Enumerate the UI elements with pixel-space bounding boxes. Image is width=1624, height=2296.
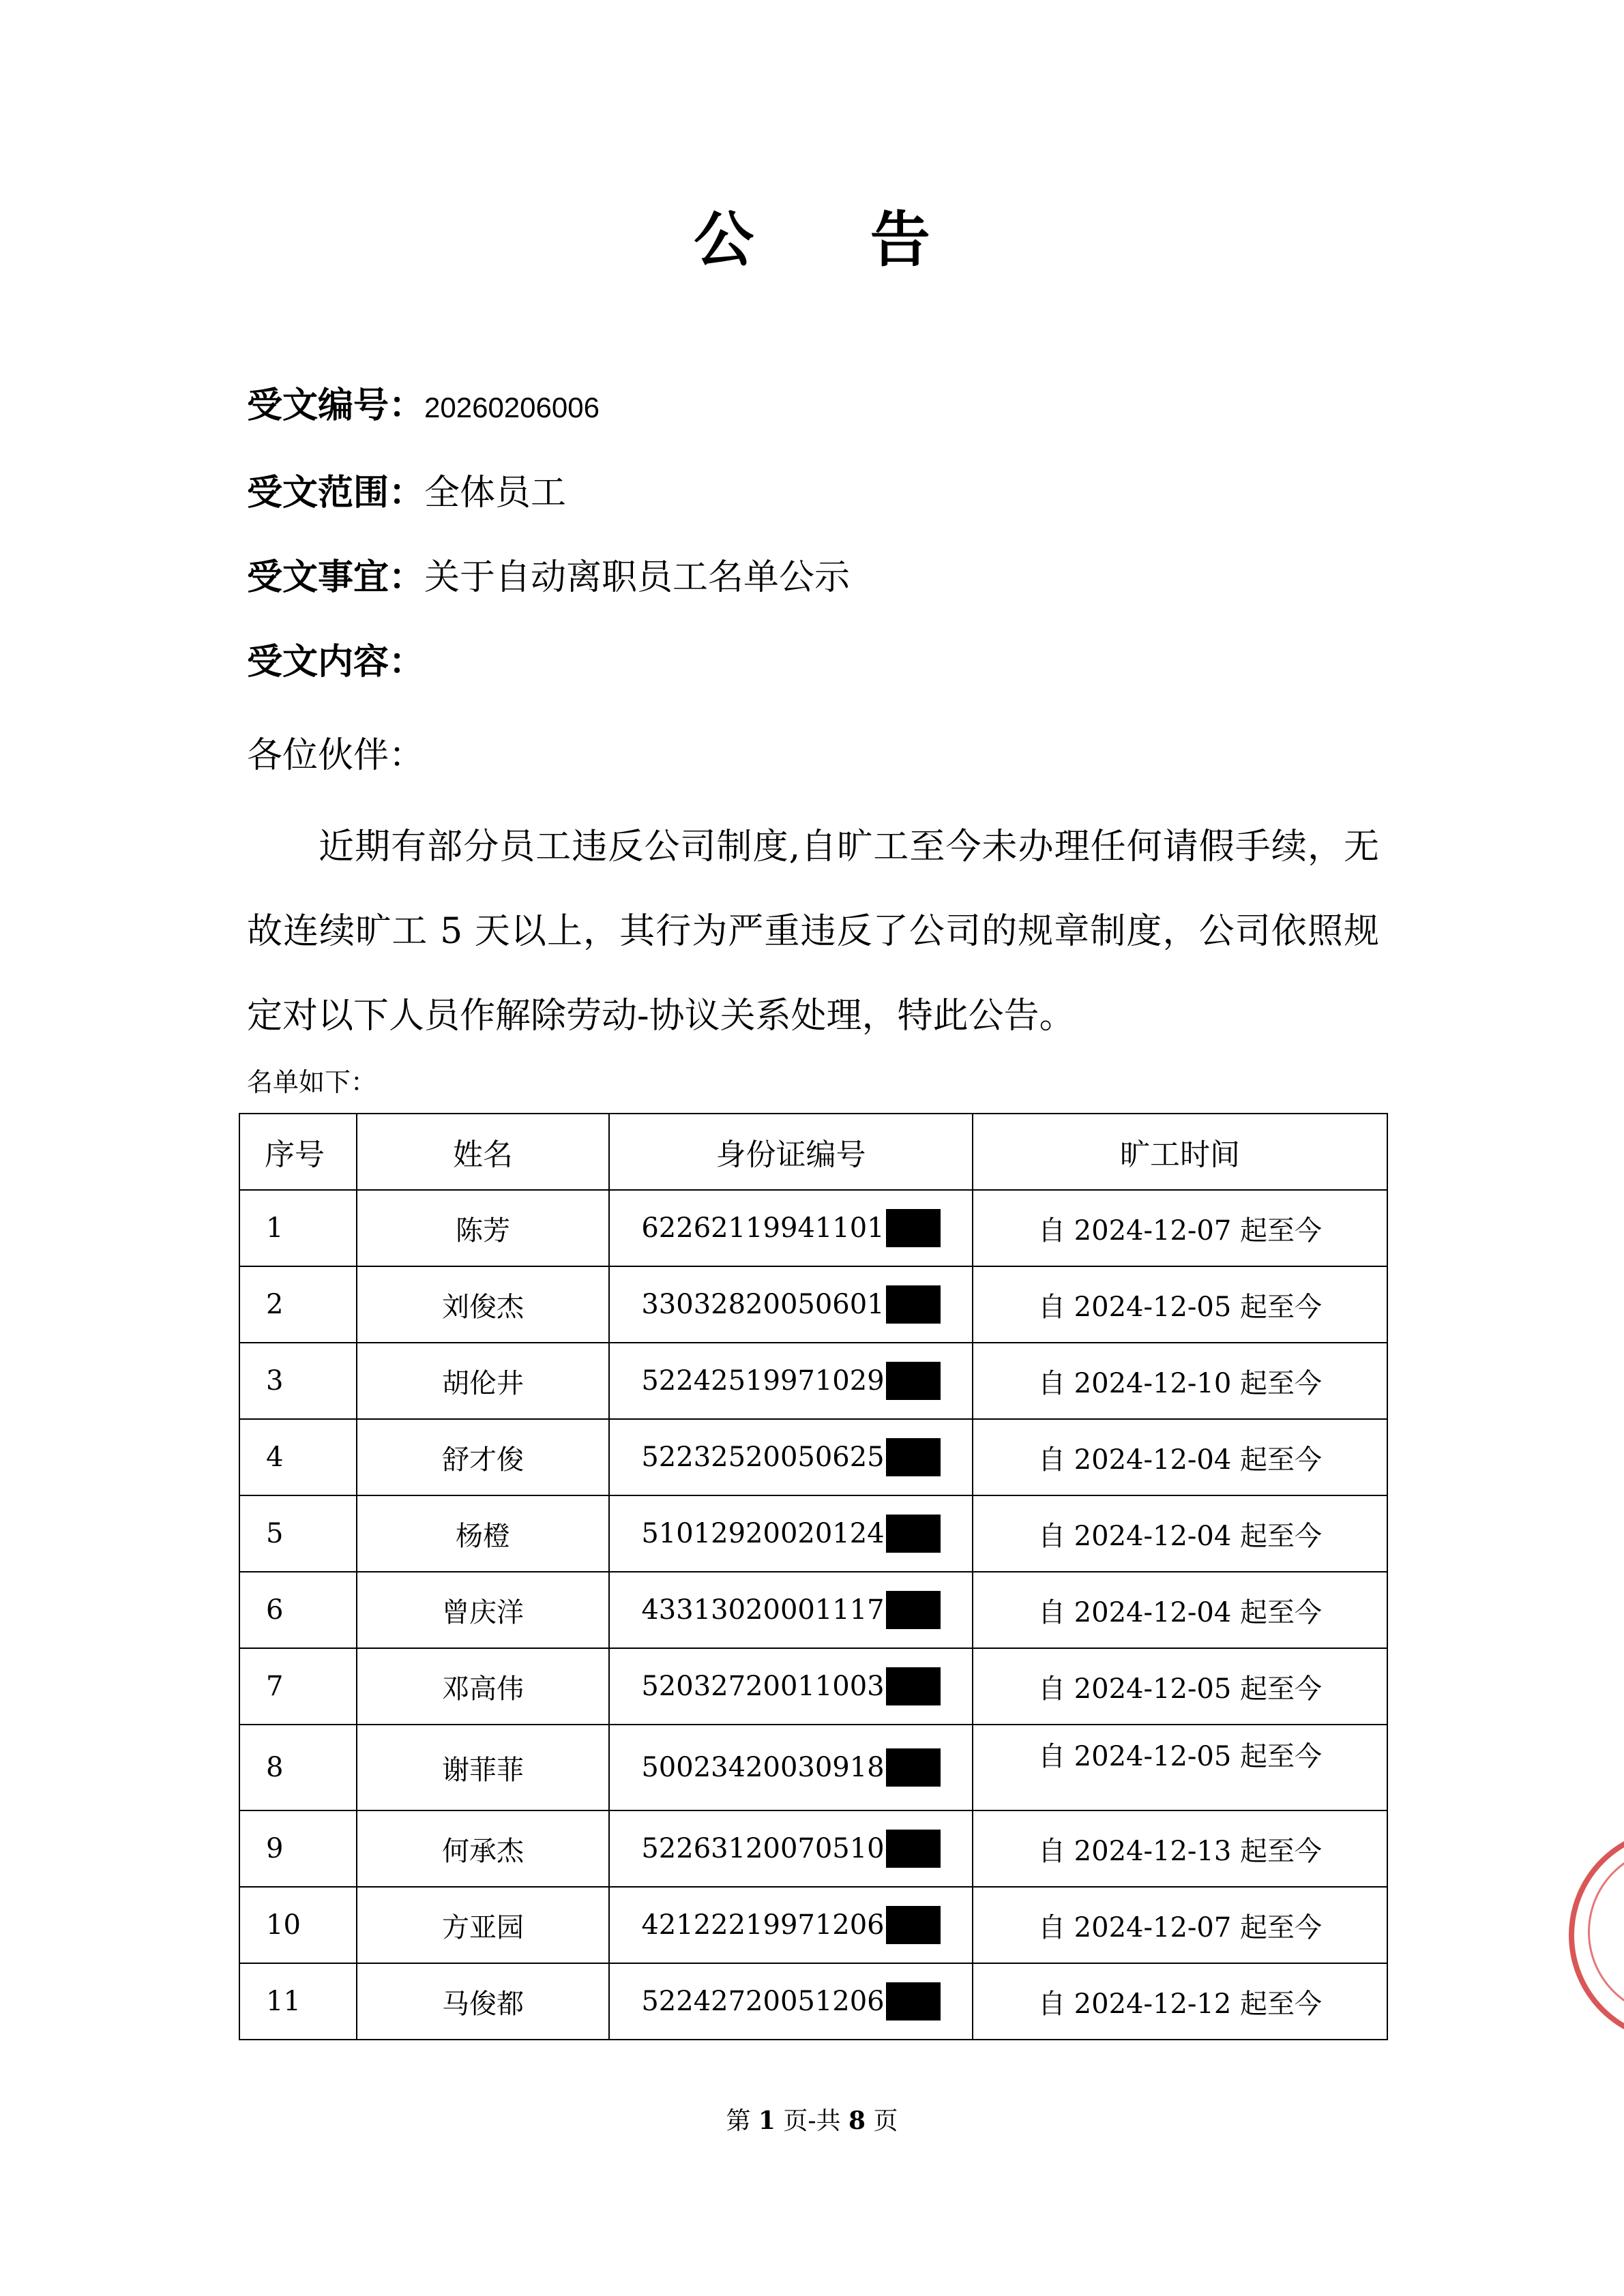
cell-name: 谢菲菲 — [357, 1725, 609, 1810]
id-number-text: 52263120070510 — [641, 1833, 885, 1864]
cell-seq: 11 — [239, 1963, 357, 2040]
meta-subject — [247, 554, 850, 601]
company-seal-stamp — [1569, 1828, 1624, 2043]
header-seq: 序号 — [239, 1114, 357, 1190]
meta-label: 受文内容： — [247, 642, 425, 683]
redaction-block — [886, 1982, 941, 2021]
cell-absence-time: 自 2024-12-07 起至今 — [973, 1190, 1387, 1266]
cell-id-number — [609, 1648, 973, 1725]
cell-seq: 1 — [239, 1190, 357, 1266]
cell-name: 马俊都 — [357, 1963, 609, 2040]
id-number-text: 52032720011003 — [641, 1671, 885, 1702]
id-number-text: 52242519971029 — [641, 1365, 885, 1397]
footer-middle: 页-共 — [775, 2107, 849, 2135]
cell-id-number — [609, 1810, 973, 1887]
cell-seq: 7 — [239, 1648, 357, 1725]
table-row — [239, 1810, 1387, 1887]
redaction-block — [886, 1362, 941, 1400]
footer-prefix: 第 — [726, 2107, 758, 2135]
cell-name: 曾庆洋 — [357, 1572, 609, 1648]
table-row — [239, 1266, 1387, 1343]
cell-absence-time: 自 2024-12-10 起至今 — [973, 1343, 1387, 1419]
cell-seq: 4 — [239, 1419, 357, 1495]
table-row — [239, 1963, 1387, 2040]
header-absence-time: 旷工时间 — [973, 1114, 1387, 1190]
meta-label: 受文范围： — [247, 473, 425, 513]
list-intro: 名单如下： — [247, 1067, 377, 1097]
header-id-number: 身份证编号 — [609, 1114, 973, 1190]
meta-value: 全体员工 — [424, 473, 567, 513]
cell-seq: 6 — [239, 1572, 357, 1648]
id-number-text: 62262119941101 — [641, 1212, 885, 1244]
cell-id-number — [609, 1419, 973, 1495]
table-row — [239, 1887, 1387, 1963]
cell-name: 邓高伟 — [357, 1648, 609, 1725]
cell-absence-time: 自 2024-12-05 起至今 — [973, 1266, 1387, 1343]
id-number-text: 52232520050625 — [641, 1442, 885, 1473]
footer-suffix: 页 — [866, 2107, 898, 2135]
header-name: 姓名 — [357, 1114, 609, 1190]
meta-label: 受文编号： — [247, 385, 425, 426]
seal-inner-ring — [1588, 1847, 1624, 2017]
table-row — [239, 1725, 1387, 1810]
employee-table — [239, 1113, 1388, 2040]
cell-id-number — [609, 1495, 973, 1572]
cell-name: 陈芳 — [357, 1190, 609, 1266]
redaction-block — [886, 1748, 941, 1787]
cell-id-number — [609, 1887, 973, 1963]
id-number-text: 51012920020124 — [641, 1518, 885, 1549]
cell-name: 杨橙 — [357, 1495, 609, 1572]
table-row — [239, 1572, 1387, 1648]
redaction-block — [886, 1438, 941, 1476]
id-number-text: 50023420030918 — [641, 1752, 885, 1783]
table-row — [239, 1190, 1387, 1266]
greeting: 各位伙伴： — [247, 735, 425, 776]
id-number-text: 33032820050601 — [641, 1289, 885, 1320]
cell-name: 方亚园 — [357, 1887, 609, 1963]
meta-doc-number — [247, 382, 600, 432]
cell-seq: 5 — [239, 1495, 357, 1572]
table-row — [239, 1648, 1387, 1725]
document-title: 公 告 — [694, 205, 978, 275]
redaction-block — [886, 1591, 941, 1629]
cell-id-number — [609, 1572, 973, 1648]
page-footer — [0, 2102, 1624, 2136]
redaction-block — [886, 1285, 941, 1324]
cell-seq: 10 — [239, 1887, 357, 1963]
id-number-text: 43313020001117 — [641, 1594, 885, 1626]
cell-seq: 2 — [239, 1266, 357, 1343]
redaction-block — [886, 1209, 941, 1247]
cell-absence-time: 自 2024-12-13 起至今 — [973, 1810, 1387, 1887]
cell-seq: 8 — [239, 1725, 357, 1810]
cell-absence-time: 自 2024-12-05 起至今 — [973, 1725, 1387, 1810]
table-body — [239, 1190, 1387, 2040]
footer-total-pages: 8 — [848, 2106, 866, 2135]
table-row — [239, 1419, 1387, 1495]
meta-scope — [247, 469, 566, 517]
cell-name: 胡伦井 — [357, 1343, 609, 1419]
id-number-text: 42122219971206 — [641, 1909, 885, 1941]
cell-absence-time: 自 2024-12-12 起至今 — [973, 1963, 1387, 2040]
cell-absence-time: 自 2024-12-04 起至今 — [973, 1419, 1387, 1495]
redaction-block — [886, 1667, 941, 1705]
cell-id-number — [609, 1266, 973, 1343]
cell-name: 何承杰 — [357, 1810, 609, 1887]
meta-value: 20260206006 — [424, 391, 600, 423]
meta-value: 关于自动离职员工名单公示 — [424, 557, 851, 598]
id-number-text: 52242720051206 — [641, 1986, 885, 2017]
meta-content — [247, 638, 424, 686]
redaction-block — [886, 1906, 941, 1944]
table-row — [239, 1495, 1387, 1572]
cell-absence-time: 自 2024-12-04 起至今 — [973, 1495, 1387, 1572]
table-row — [239, 1343, 1387, 1419]
footer-page-number: 1 — [758, 2106, 776, 2135]
meta-label: 受文事宜： — [247, 557, 425, 598]
redaction-block — [886, 1515, 941, 1553]
body-paragraph: 近期有部分员工违反公司制度,自旷工至今未办理任何请假手续，无故连续旷工 5 天以上，其行为严重违反了公司的规章制度，公司依照规定对以下人员作解除劳动-协议关系处理，特此公告。 — [247, 826, 1379, 1037]
cell-id-number — [609, 1190, 973, 1266]
cell-absence-time: 自 2024-12-04 起至今 — [973, 1572, 1387, 1648]
cell-id-number — [609, 1343, 973, 1419]
cell-seq: 3 — [239, 1343, 357, 1419]
table-header-row — [239, 1114, 1387, 1190]
cell-id-number — [609, 1963, 973, 2040]
cell-name: 刘俊杰 — [357, 1266, 609, 1343]
cell-seq: 9 — [239, 1810, 357, 1887]
cell-id-number — [609, 1725, 973, 1810]
cell-absence-time: 自 2024-12-07 起至今 — [973, 1887, 1387, 1963]
cell-name: 舒才俊 — [357, 1419, 609, 1495]
redaction-block — [886, 1830, 941, 1868]
cell-absence-time: 自 2024-12-05 起至今 — [973, 1648, 1387, 1725]
